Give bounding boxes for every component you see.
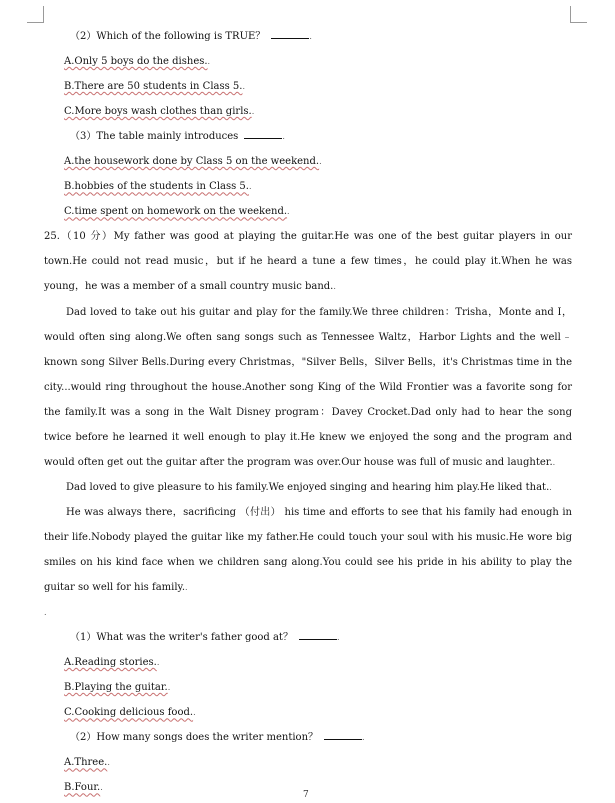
option-b: B.Four..: [64, 782, 103, 794]
margin-corner-right: [570, 6, 587, 23]
option-b: B.Playing the guitar..: [64, 682, 171, 694]
option-a: A.Reading stories..: [64, 657, 160, 669]
answer-blank[interactable]: [271, 30, 309, 39]
answer-blank[interactable]: [299, 631, 337, 640]
passage-paragraph: He was always there，sacrificing （付出） his time and efforts to see that his family had enough in their life.Nobody played the guitar like my father.He could touch your soul with his music.He wore big smiles on his kind face when we children sang along.You could see his pride in his ability to play the guitar so well for his family..: [44, 506, 572, 594]
option-a: A.the housework done by Class 5 on the weekend..: [64, 156, 322, 168]
question-stem: （2）How many songs does the writer mention？ .: [70, 732, 365, 744]
passage-paragraph: Dad loved to take out his guitar and play for the family.We three children：Trisha，Monte and I，would often sing along.We often sang songs such as Tennessee Waltz，Harbor Lights and the well﹣known song Silver Bells.During every Christmas，"Silver Bells，Silver Bells，it's Christmas time in the city...would ring throughout the house.Another song King of the Wild Frontier was a favorite song for the family.It was a song in the Walt Disney program：Davey Crocket.Dad only had to hear the song twice before he learned it well enough to play it.He knew we enjoyed the song and the program and would often get out the guitar after the program was over.Our house was full of music and laughter..: [44, 306, 572, 468]
question-stem: （1）What was the writer's father good at？ .: [70, 632, 340, 644]
option-a: A.Only 5 boys do the dishes..: [64, 56, 211, 68]
passage-paragraph: 25.（10 分）My father was good at playing the guitar.He was one of the best guitar players in our town.He could not read music，but if he heard a tune a few times，he could play it.When he was young，he was a member of a small country music band..: [44, 231, 573, 293]
margin-corner-left: [27, 6, 44, 23]
page-number: 7: [303, 790, 309, 800]
answer-blank[interactable]: [244, 130, 282, 139]
question-number: 25.（10 分）: [44, 231, 114, 243]
passage-paragraph: Dad loved to give pleasure to his family.We enjoyed singing and hearing him play.He liked that..: [66, 481, 552, 493]
question-stem: （3）The table mainly introduces .: [70, 131, 285, 143]
empty-line: .: [44, 608, 47, 618]
answer-blank[interactable]: [324, 731, 362, 740]
question-stem: （2）Which of the following is TRUE？ .: [70, 31, 312, 42]
option-c: C.time spent on homework on the weekend..: [64, 206, 290, 218]
option-b: B.hobbies of the students in Class 5..: [64, 181, 252, 193]
option-a: A.Three..: [64, 757, 110, 769]
option-c: C.Cooking delicious food..: [64, 707, 196, 719]
document-page: [44, 24, 573, 800]
option-b: B.There are 50 students in Class 5..: [64, 81, 246, 93]
option-c: C.More boys wash clothes than girls..: [64, 106, 255, 118]
reading-passage: [44, 224, 572, 625]
